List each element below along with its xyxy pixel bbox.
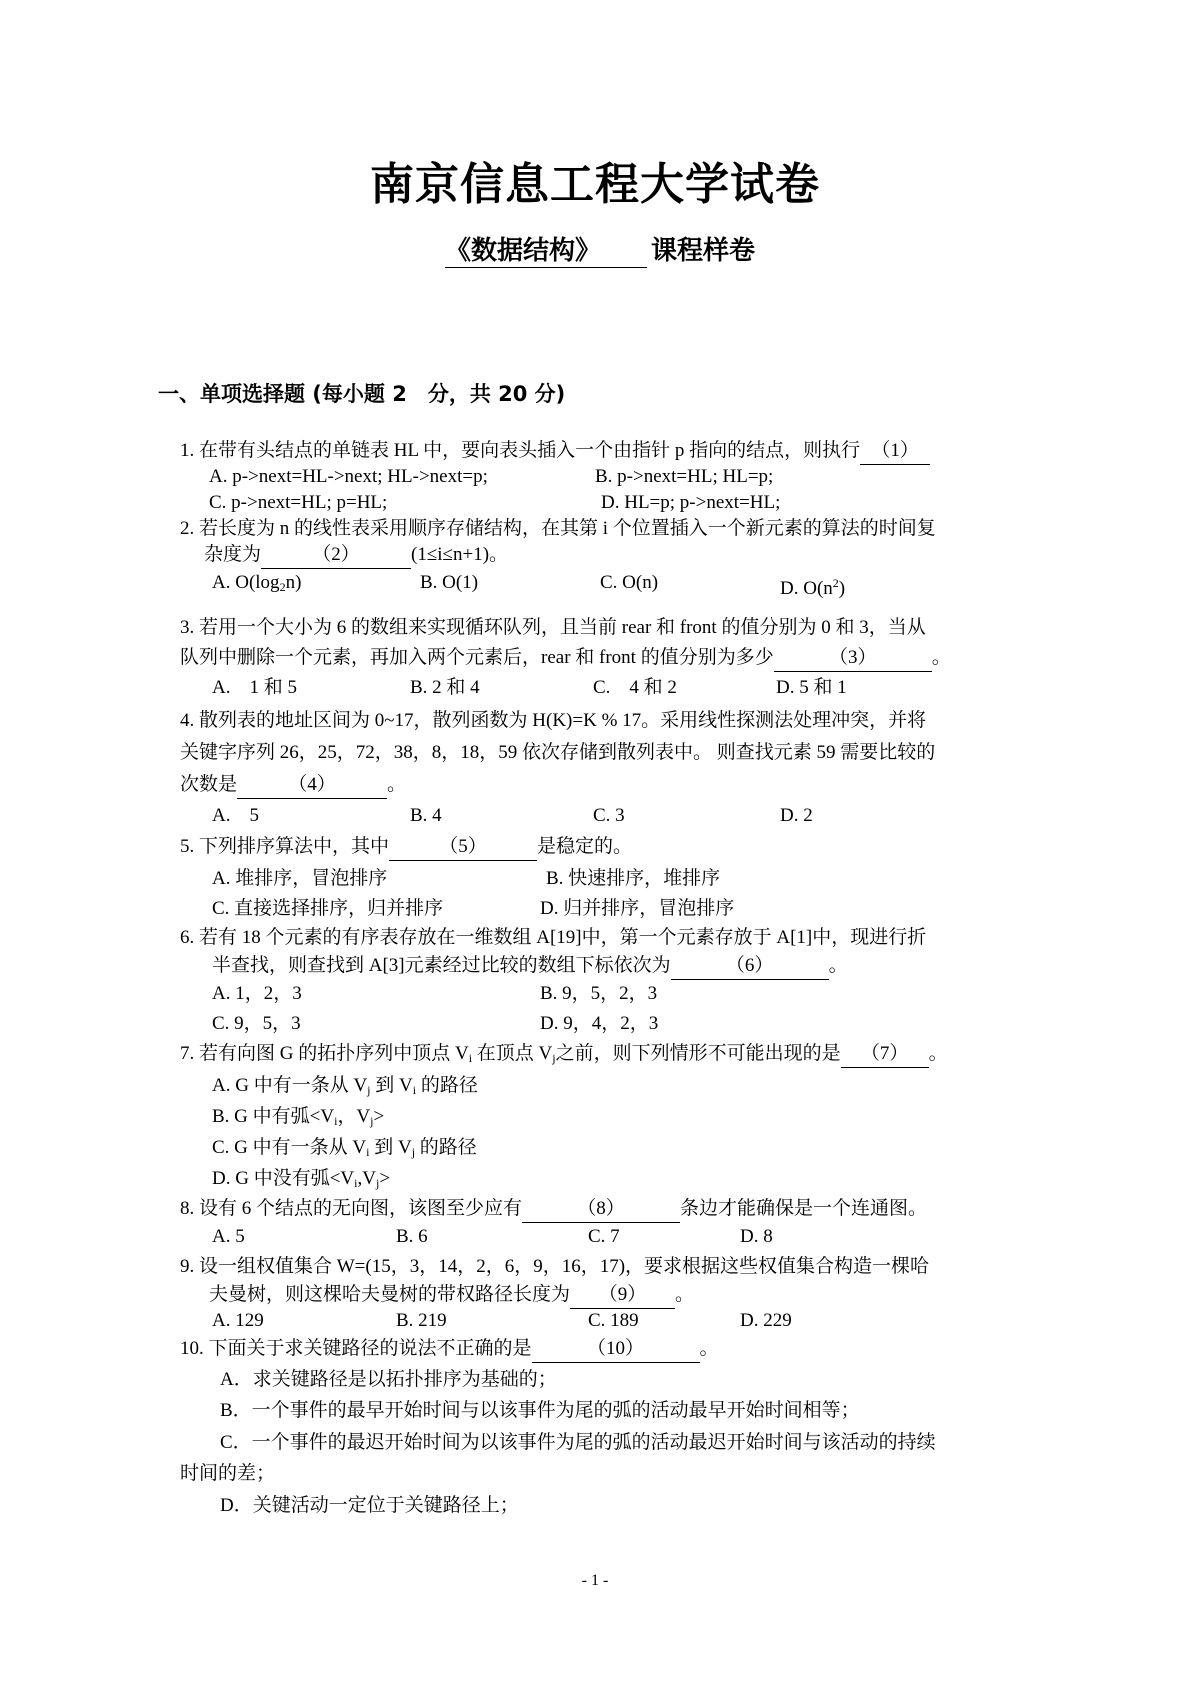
q5-option-b: B. 快速排序，堆排序 (546, 868, 721, 889)
q5-option-c: C. 直接选择排序，归并排序 (212, 898, 444, 919)
q2-option-b: B. O(1) (420, 572, 479, 593)
q6-option-a: A. 1，2，3 (212, 983, 302, 1004)
q6-option-c: C. 9，5，3 (212, 1013, 301, 1034)
answer-blank-5[interactable]: （5） (389, 834, 537, 861)
question-6-stem: 6. 若有 18 个元素的有序表存放在一维数组 A[19]中，第一个元素存放于 A[1]中，现进行折 (180, 927, 927, 948)
q3-option-a: A. 1 和 5 (212, 677, 297, 698)
question-3-stem: 3. 若用一个大小为 6 的数组来实现循环队列，且当前 rear 和 front 的值分别为 0 和 3，当从 (180, 617, 926, 638)
subscript: i (468, 1051, 473, 1065)
option-text: ,V (357, 1168, 376, 1189)
question-2-stem-cont (204, 542, 508, 569)
answer-blank-8[interactable]: （8） (522, 1196, 680, 1223)
question-4-stem-cont: 关键字序列 26，25，72，38，8，18，59 依次存储到散列表中。 则查找元素 59 需要比较的 (180, 742, 936, 763)
question-text: 是稳定的。 (537, 836, 633, 857)
q5-option-d: D. 归并排序，冒泡排序 (540, 898, 735, 919)
question-text: 之前，则下列情形不可能出现的是 (555, 1043, 841, 1064)
option-text: C. G 中有一条从 V (212, 1137, 367, 1158)
question-9-stem-cont (209, 1282, 694, 1309)
q10-option-a: A．求关键路径是以拓扑排序为基础的； (220, 1369, 557, 1390)
answer-blank-1[interactable]: （1） (860, 438, 930, 465)
q4-option-a: A. 5 (212, 805, 259, 826)
q10-option-c: C．一个事件的最迟开始时间为以该事件为尾的弧的活动最迟开始时间与该活动的持续 (220, 1432, 936, 1453)
section-heading: 一、单项选择题 (每小题 2 分，共 20 分) (158, 382, 566, 406)
option-text: n) (285, 572, 302, 593)
q5-option-a: A. 堆排序，冒泡排序 (212, 868, 388, 889)
q7-option-b (212, 1104, 384, 1134)
question-text: 队列中删除一个元素，再加入两个元素后，rear 和 front 的值分别为多少 (180, 647, 774, 668)
question-text: 7. 若有向图 G 的拓扑序列中顶点 V (180, 1043, 469, 1064)
question-text: 。 (931, 647, 951, 668)
question-text: 。 (699, 1338, 719, 1359)
q10-option-d: D．关键活动一定位于关键路径上； (220, 1495, 519, 1516)
answer-blank-9[interactable]: （9） (570, 1282, 675, 1309)
answer-blank-2[interactable]: （2） (261, 542, 411, 569)
question-8-stem (180, 1196, 927, 1223)
option-text: 的路径 (416, 1075, 478, 1096)
q1-option-b: B. p->next=HL; HL=p; (595, 466, 774, 487)
question-6-stem-cont (212, 953, 848, 980)
subscript: i (334, 1114, 338, 1128)
course-heading (445, 230, 755, 268)
q4-option-d: D. 2 (780, 805, 813, 826)
option-text: > (373, 1106, 385, 1127)
course-suffix: 课程样卷 (651, 236, 756, 266)
q3-option-d: D. 5 和 1 (776, 677, 847, 698)
q9-option-c: C. 189 (588, 1310, 639, 1331)
q9-option-a: A. 129 (212, 1310, 264, 1331)
superscript: 2 (832, 576, 839, 590)
question-text: 条边才能确保是一个连通图。 (680, 1198, 928, 1219)
q6-option-b: B. 9，5，2，3 (540, 983, 658, 1004)
subscript: i (354, 1176, 358, 1190)
subscript: j (375, 1176, 380, 1190)
option-text: > (379, 1168, 391, 1189)
question-7-stem (180, 1041, 948, 1071)
question-text: 8. 设有 6 个结点的无向图，该图至少应有 (180, 1198, 523, 1219)
exam-title: 南京信息工程大学试卷 (370, 159, 820, 210)
q8-option-d: D. 8 (740, 1226, 773, 1247)
option-text: ) (838, 578, 846, 599)
question-text: 1. 在带有头结点的单链表 HL 中，要向表头插入一个由指针 p 指向的结点，则执行 (180, 440, 861, 461)
question-text: 10. 下面关于求关键路径的说法不正确的是 (180, 1338, 532, 1359)
q1-option-a: A. p->next=HL->next; HL->next=p; (209, 466, 488, 487)
question-10-stem (180, 1336, 719, 1363)
q8-option-b: B. 6 (396, 1226, 428, 1247)
question-4-stem: 4. 散列表的地址区间为 0~17，散列函数为 H(K)=K % 17。采用线性探测法处理冲突，并将 (180, 710, 927, 731)
q10-option-c-cont: 时间的差； (180, 1463, 276, 1484)
subscript: 2 (279, 580, 286, 594)
question-text: (1≤i≤n+1)。 (411, 544, 509, 565)
q6-option-d: D. 9，4，2，3 (540, 1013, 659, 1034)
question-9-stem: 9. 设一组权值集合 W=(15，3，14，2，6，9，16，17)，要求根据这些权值集合构造一棵哈 (180, 1256, 930, 1277)
q8-option-c: C. 7 (588, 1226, 620, 1247)
question-text: 半查找，则查找到 A[3]元素经过比较的数组下标依次为 (212, 955, 671, 976)
question-3-stem-cont (180, 645, 951, 672)
subscript: j (367, 1083, 371, 1097)
q9-option-d: D. 229 (740, 1310, 792, 1331)
q2-option-a (212, 570, 301, 600)
answer-blank-3[interactable]: （3） (774, 645, 932, 672)
q4-option-b: B. 4 (410, 805, 442, 826)
q3-option-b: B. 2 和 4 (410, 677, 480, 698)
option-text: A. G 中有一条从 V (212, 1075, 368, 1096)
question-text: 。 (675, 1284, 695, 1305)
question-2-stem: 2. 若长度为 n 的线性表采用顺序存储结构，在其第 i 个位置插入一个新元素的算法的时间复 (180, 518, 936, 539)
q8-option-a: A. 5 (212, 1226, 245, 1247)
question-text: 杂度为 (204, 544, 262, 565)
question-text: 。 (828, 955, 848, 976)
option-text: D. G 中没有弧<V (212, 1168, 355, 1189)
q7-option-c (212, 1135, 477, 1165)
option-text: 到 V (370, 1075, 413, 1096)
q2-option-c: C. O(n) (600, 572, 659, 593)
q2-option-d (780, 570, 845, 602)
q7-option-d (212, 1166, 390, 1196)
course-name: 《数据结构》 (445, 230, 647, 268)
page-number: - 1 - (581, 1572, 609, 1589)
q1-option-c: C. p->next=HL; p=HL; (209, 492, 388, 513)
answer-blank-7[interactable]: （7） (841, 1041, 929, 1068)
question-text: 在顶点 V (472, 1043, 553, 1064)
subscript: j (411, 1145, 416, 1159)
question-text: 次数是 (180, 774, 238, 795)
option-text: B. G 中有弧<V (212, 1106, 335, 1127)
question-text: 。 (387, 774, 407, 795)
option-text: A. O(log (212, 572, 280, 593)
question-4-stem-cont2 (180, 772, 406, 799)
option-text: 的路径 (415, 1137, 477, 1158)
answer-blank-6[interactable]: （6） (671, 953, 829, 980)
subscript: i (366, 1145, 370, 1159)
q1-option-d: D. HL=p; p->next=HL; (601, 492, 781, 513)
question-5-stem (180, 834, 632, 861)
q3-option-c: C. 4 和 2 (593, 677, 677, 698)
option-text: D. O(n (780, 578, 833, 599)
q9-option-b: B. 219 (396, 1310, 447, 1331)
question-text: 。 (928, 1043, 948, 1064)
answer-blank-4[interactable]: （4） (237, 772, 387, 799)
q10-option-b: B．一个事件的最早开始时间与以该事件为尾的弧的活动最早开始时间相等； (220, 1400, 860, 1421)
subscript: j (370, 1114, 374, 1128)
option-text: ，V (337, 1106, 371, 1127)
question-text: 夫曼树，则这棵哈夫曼树的带权路径长度为 (209, 1284, 571, 1305)
subscript: j (552, 1051, 556, 1065)
question-text: 5. 下列排序算法中，其中 (180, 836, 390, 857)
question-1-stem (180, 438, 930, 465)
answer-blank-10[interactable]: （10） (532, 1336, 700, 1363)
q4-option-c: C. 3 (593, 805, 625, 826)
q7-option-a (212, 1073, 478, 1103)
option-text: 到 V (369, 1137, 412, 1158)
subscript: i (412, 1083, 417, 1097)
